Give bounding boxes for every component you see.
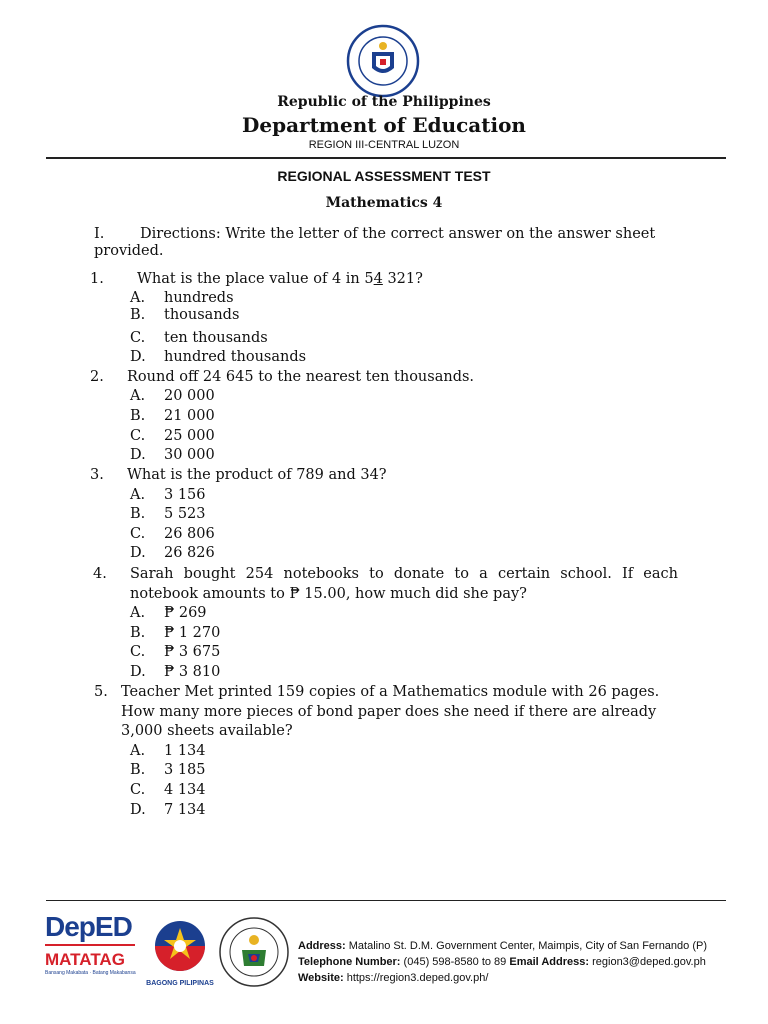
question-text-line-1: Sarah bought 254 notebooks to donate to a certain school. If each: [130, 566, 678, 582]
option: A. ₱ 269: [130, 605, 207, 621]
option: A. 20 000: [130, 388, 215, 404]
question-text-line-3: 3,000 sheets available?: [121, 723, 293, 739]
deped-seal-logo: [346, 24, 420, 98]
option: C. 4 134: [130, 782, 206, 798]
option: D. 30 000: [130, 447, 215, 463]
test-title: REGIONAL ASSESSMENT TEST: [277, 168, 491, 184]
option: A. hundreds: [130, 290, 234, 306]
address-line: Address: Matalino St. D.M. Government Center, Maimpis, City of San Fernando (P): [298, 940, 707, 952]
question-text: Round off 24 645 to the nearest ten thousands.: [127, 369, 475, 385]
option: A. 1 134: [130, 743, 206, 759]
question-number: 5.: [94, 684, 108, 700]
section-number: I.: [94, 226, 105, 242]
directions-line-2: provided.: [94, 243, 164, 259]
question-text: What is the product of 789 and 34?: [127, 467, 387, 483]
option: B. ₱ 1 270: [130, 625, 221, 641]
department-heading: Department of Education: [242, 113, 526, 137]
contact-info: [298, 938, 707, 986]
option: D. 26 826: [130, 545, 215, 561]
option: D. 7 134: [130, 802, 206, 818]
option: C. 25 000: [130, 428, 215, 444]
website-link[interactable]: https://region3.deped.gov.ph/: [346, 972, 489, 984]
option: A. 3 156: [130, 487, 206, 503]
question-number: 2.: [90, 369, 104, 385]
deped-matatag-logo: [45, 912, 137, 988]
question-number: 4.: [93, 566, 107, 582]
option: D. ₱ 3 810: [130, 664, 221, 680]
option: B. 5 523: [130, 506, 206, 522]
option: C. ten thousands: [130, 330, 268, 346]
matatag-logo-text: MATATAG: [45, 950, 125, 969]
deped-logo-text: DepED: [45, 911, 132, 942]
website-line: Website: https://region3.deped.gov.ph/: [298, 972, 489, 984]
email-link[interactable]: region3@deped.gov.ph: [592, 956, 706, 968]
bagong-pilipinas-text: BAGONG PILIPINAS: [146, 980, 214, 987]
bagong-pilipinas-emblem-icon: [146, 918, 214, 974]
question-text-line-2: notebook amounts to ₱ 15.00, how much did she pay?: [130, 586, 527, 602]
footer-divider: [46, 900, 726, 901]
header-divider: [46, 157, 726, 159]
region-heading: REGION III-CENTRAL LUZON: [308, 139, 460, 151]
question-number: 3.: [90, 467, 104, 483]
option: B. 3 185: [130, 762, 206, 778]
question-text-line-1: Teacher Met printed 159 copies of a Mathematics module with 26 pages.: [121, 684, 660, 700]
republic-heading: Republic of the Philippines: [277, 94, 491, 110]
regional-office-seal-logo: [218, 916, 290, 988]
option: B. 21 000: [130, 408, 215, 424]
option: C. ₱ 3 675: [130, 644, 221, 660]
option: B. thousands: [130, 307, 240, 323]
subject-title: Mathematics 4: [325, 195, 443, 211]
question-text: What is the place value of 4 in 54 321?: [137, 271, 423, 287]
question-number: 1.: [90, 271, 104, 287]
question-text-line-2: How many more pieces of bond paper does she need if there are already: [121, 704, 657, 720]
telephone-line: Telephone Number: (045) 598-8580 to 89 Email Address: region3@deped.gov.ph: [298, 956, 706, 968]
bagong-pilipinas-logo: [146, 918, 214, 988]
logo-stripe: [45, 944, 135, 946]
matatag-tagline: Bansang Makabata · Batang Makabansa: [45, 970, 136, 976]
directions-line-1: Directions: Write the letter of the correct answer on the answer sheet: [140, 226, 656, 242]
option: D. hundred thousands: [130, 349, 307, 365]
option: C. 26 806: [130, 526, 215, 542]
